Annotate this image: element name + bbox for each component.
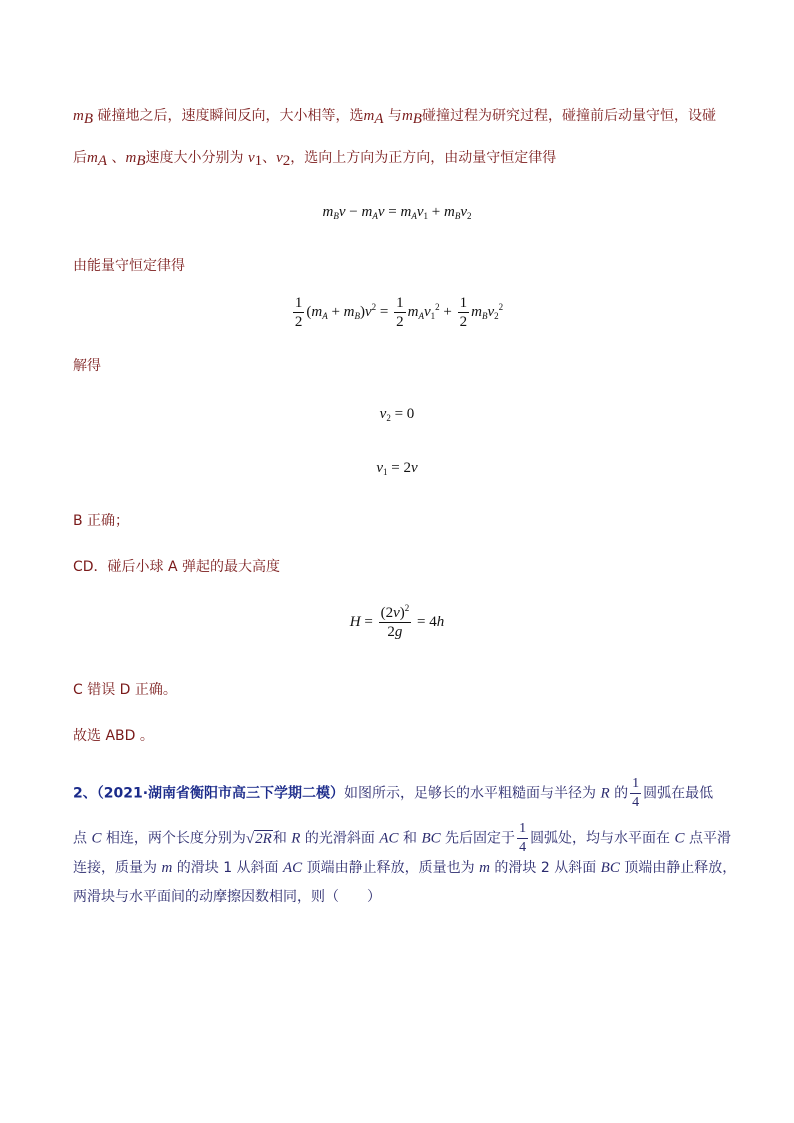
text-span: 后 (73, 150, 87, 166)
cd-text: CD．碰后小球 A 弹起的最大高度 (73, 559, 281, 575)
eq-sub: B (454, 211, 461, 221)
text-span: 速度大小分别为 (145, 150, 248, 166)
math-AC: AC (379, 830, 399, 847)
solution-line-1 (73, 106, 733, 126)
eq-var: v (410, 460, 418, 476)
eq-var: m (311, 303, 323, 320)
eq-sub: B (354, 310, 360, 321)
eq-op: = (384, 204, 401, 220)
text-span: 连接，质量为 (73, 860, 162, 876)
math-mA: m (87, 150, 98, 166)
text-span: 碰撞过程为研究过程，碰撞前后动量守恒，设碰 (421, 108, 716, 124)
eq-op: = (376, 303, 393, 320)
text-span: 与 (383, 108, 402, 124)
math-C: C (91, 830, 102, 847)
math-mB: m (125, 150, 137, 166)
eq-var: v (376, 460, 384, 476)
fraction-quarter (630, 775, 641, 812)
answer: 故选 ABD 。 (73, 728, 154, 744)
math-BC: BC (421, 830, 441, 847)
eq-var: v (377, 204, 385, 220)
text-span: 的滑块 2 从斜面 (489, 860, 601, 876)
equation-v2 (0, 406, 794, 423)
eq-var: g (394, 624, 403, 640)
text-span: 的 (609, 785, 629, 802)
frac-den: 2 (459, 314, 468, 330)
text-span: 碰撞地之后，速度瞬间反向，大小相等，选 (93, 108, 364, 124)
frac-num (379, 604, 412, 623)
text-span: 相连，两个长度分别为 (101, 830, 246, 847)
eq-op: (2 (380, 605, 394, 621)
math-m: m (479, 860, 490, 876)
eq-sub: B (333, 211, 339, 221)
frac-den: 2 (396, 314, 404, 330)
fraction-half (293, 294, 305, 331)
eq-var: m (322, 204, 334, 220)
question-2-line-4: 两滑块与水平面间的动摩擦因数相同，则（ ） (73, 889, 381, 905)
eq-sub: 1 (383, 467, 388, 477)
eq-var: v (379, 406, 387, 422)
math-R: R (291, 830, 301, 847)
text-span: 和 (398, 830, 422, 847)
fraction-H (379, 604, 412, 641)
solve-label: 解得 (73, 358, 101, 374)
eq-var: m (407, 303, 419, 320)
math-sub: A (97, 153, 108, 169)
eq-var: m (400, 204, 412, 220)
eq-sub: A (322, 310, 328, 321)
eq-var: v (416, 204, 424, 220)
frac-num: 1 (630, 775, 641, 794)
eq-sub: B (481, 310, 488, 321)
equation-energy (0, 294, 794, 331)
sqrt-2R: √2R (245, 830, 272, 847)
math-sub: B (136, 153, 146, 169)
eq-op: = 4 (413, 613, 437, 630)
eq-sub: 1 (423, 211, 428, 221)
eq-sub: 2 (466, 211, 472, 221)
eq-rest: = 0 (390, 406, 415, 422)
sqrt-radicand: 2R (255, 830, 272, 847)
question-2-line-2 (73, 820, 733, 857)
eq-sup: 2 (435, 301, 440, 312)
eq-var: h (436, 613, 445, 630)
eq-var: m (343, 303, 355, 320)
eq-op: + (428, 204, 444, 220)
text-span: 、 (107, 150, 126, 166)
eq-sub: A (418, 310, 424, 321)
math-mB: m (73, 108, 84, 124)
eq-var: H (349, 613, 361, 630)
math-AC: AC (283, 860, 303, 876)
text-span: 圆弧处，均与水平面在 (530, 830, 675, 847)
eq-var: v (365, 303, 372, 320)
b-correct: B 正确； (73, 513, 130, 529)
c-wrong-d-correct: C 错误 D 正确。 (73, 682, 177, 698)
energy-intro: 由能量守恒定律得 (73, 258, 185, 274)
eq-op: ) (399, 605, 405, 621)
eq-op: + (439, 303, 456, 320)
eq-var: v (487, 303, 495, 320)
eq-sub: 2 (386, 413, 391, 423)
frac-den: 4 (519, 840, 527, 855)
question-2-line-1 (73, 775, 733, 812)
math-BC: BC (600, 860, 620, 876)
eq-op: ) (360, 303, 365, 320)
math-R: R (600, 785, 610, 802)
frac-num: 1 (517, 820, 528, 839)
math-sub: 1 (254, 153, 263, 169)
fraction-quarter (517, 820, 528, 857)
eq-op: − (345, 204, 362, 220)
eq-op: + (327, 303, 344, 320)
eq-var: m (361, 204, 373, 220)
equation-momentum (0, 204, 794, 221)
math-sub: B (412, 111, 422, 127)
eq-sup: 2 (498, 301, 504, 312)
eq-sup: 2 (404, 603, 410, 613)
math-v2: v (276, 150, 283, 166)
eq-var: v (338, 204, 346, 220)
text-span: 的光滑斜面 (300, 830, 380, 847)
eq-sup: 2 (371, 301, 377, 312)
math-sub: B (83, 111, 94, 127)
math-v1: v (247, 150, 255, 166)
eq-sub: 2 (494, 310, 499, 321)
frac-den: 2 (294, 314, 303, 330)
eq-var: m (443, 204, 455, 220)
eq-op: = (360, 613, 377, 630)
eq-sub: A (372, 211, 378, 221)
frac-num: 1 (396, 295, 404, 311)
text-span: 如图所示，足够长的水平粗糙面与半径为 (344, 785, 601, 802)
math-sub: 2 (282, 153, 291, 169)
question-source: （2021·湖南省衡阳市高三下学期二模） (96, 785, 345, 802)
text-span: 和 (272, 830, 292, 847)
text-span: 、 (262, 150, 277, 166)
math-C: C (674, 830, 685, 847)
eq-op: ( (306, 303, 312, 320)
frac-num: 1 (459, 295, 468, 311)
math-sub: A (374, 111, 384, 127)
equation-H (0, 604, 794, 641)
equation-v1 (0, 460, 794, 477)
text-span: 顶端由静止释放， (619, 860, 737, 876)
eq-sub: A (411, 211, 417, 221)
eq-sub: 1 (430, 310, 436, 321)
eq-var: v (423, 303, 431, 320)
text-span: 顶端由静止释放，质量也为 (302, 860, 480, 876)
text-span: 圆弧在最低 (643, 785, 714, 802)
frac-num: 1 (294, 295, 303, 311)
eq-var: v (460, 204, 467, 220)
fraction-half (394, 294, 406, 331)
math-mB: m (401, 108, 413, 124)
text-span: 先后固定于 (440, 830, 516, 847)
text-span: 的滑块 1 从斜面 (172, 860, 284, 876)
math-m: m (161, 860, 173, 876)
frac-den: 4 (632, 795, 640, 810)
eq-var: m (471, 303, 482, 320)
eq-rest: = 2 (387, 460, 411, 476)
fraction-half (458, 294, 470, 331)
text-span: 点平滑 (684, 830, 731, 847)
math-mA: m (363, 108, 375, 124)
eq-var: v (393, 605, 400, 621)
text-span: ，选向上方向为正方向，由动量守恒定律得 (290, 150, 557, 166)
question-number: 2、 (73, 785, 97, 802)
text-span: 点 (73, 830, 92, 847)
frac-den (379, 623, 412, 641)
eq-num: 2 (387, 624, 395, 640)
question-2-line-3 (73, 858, 737, 878)
solution-line-2 (73, 148, 733, 168)
